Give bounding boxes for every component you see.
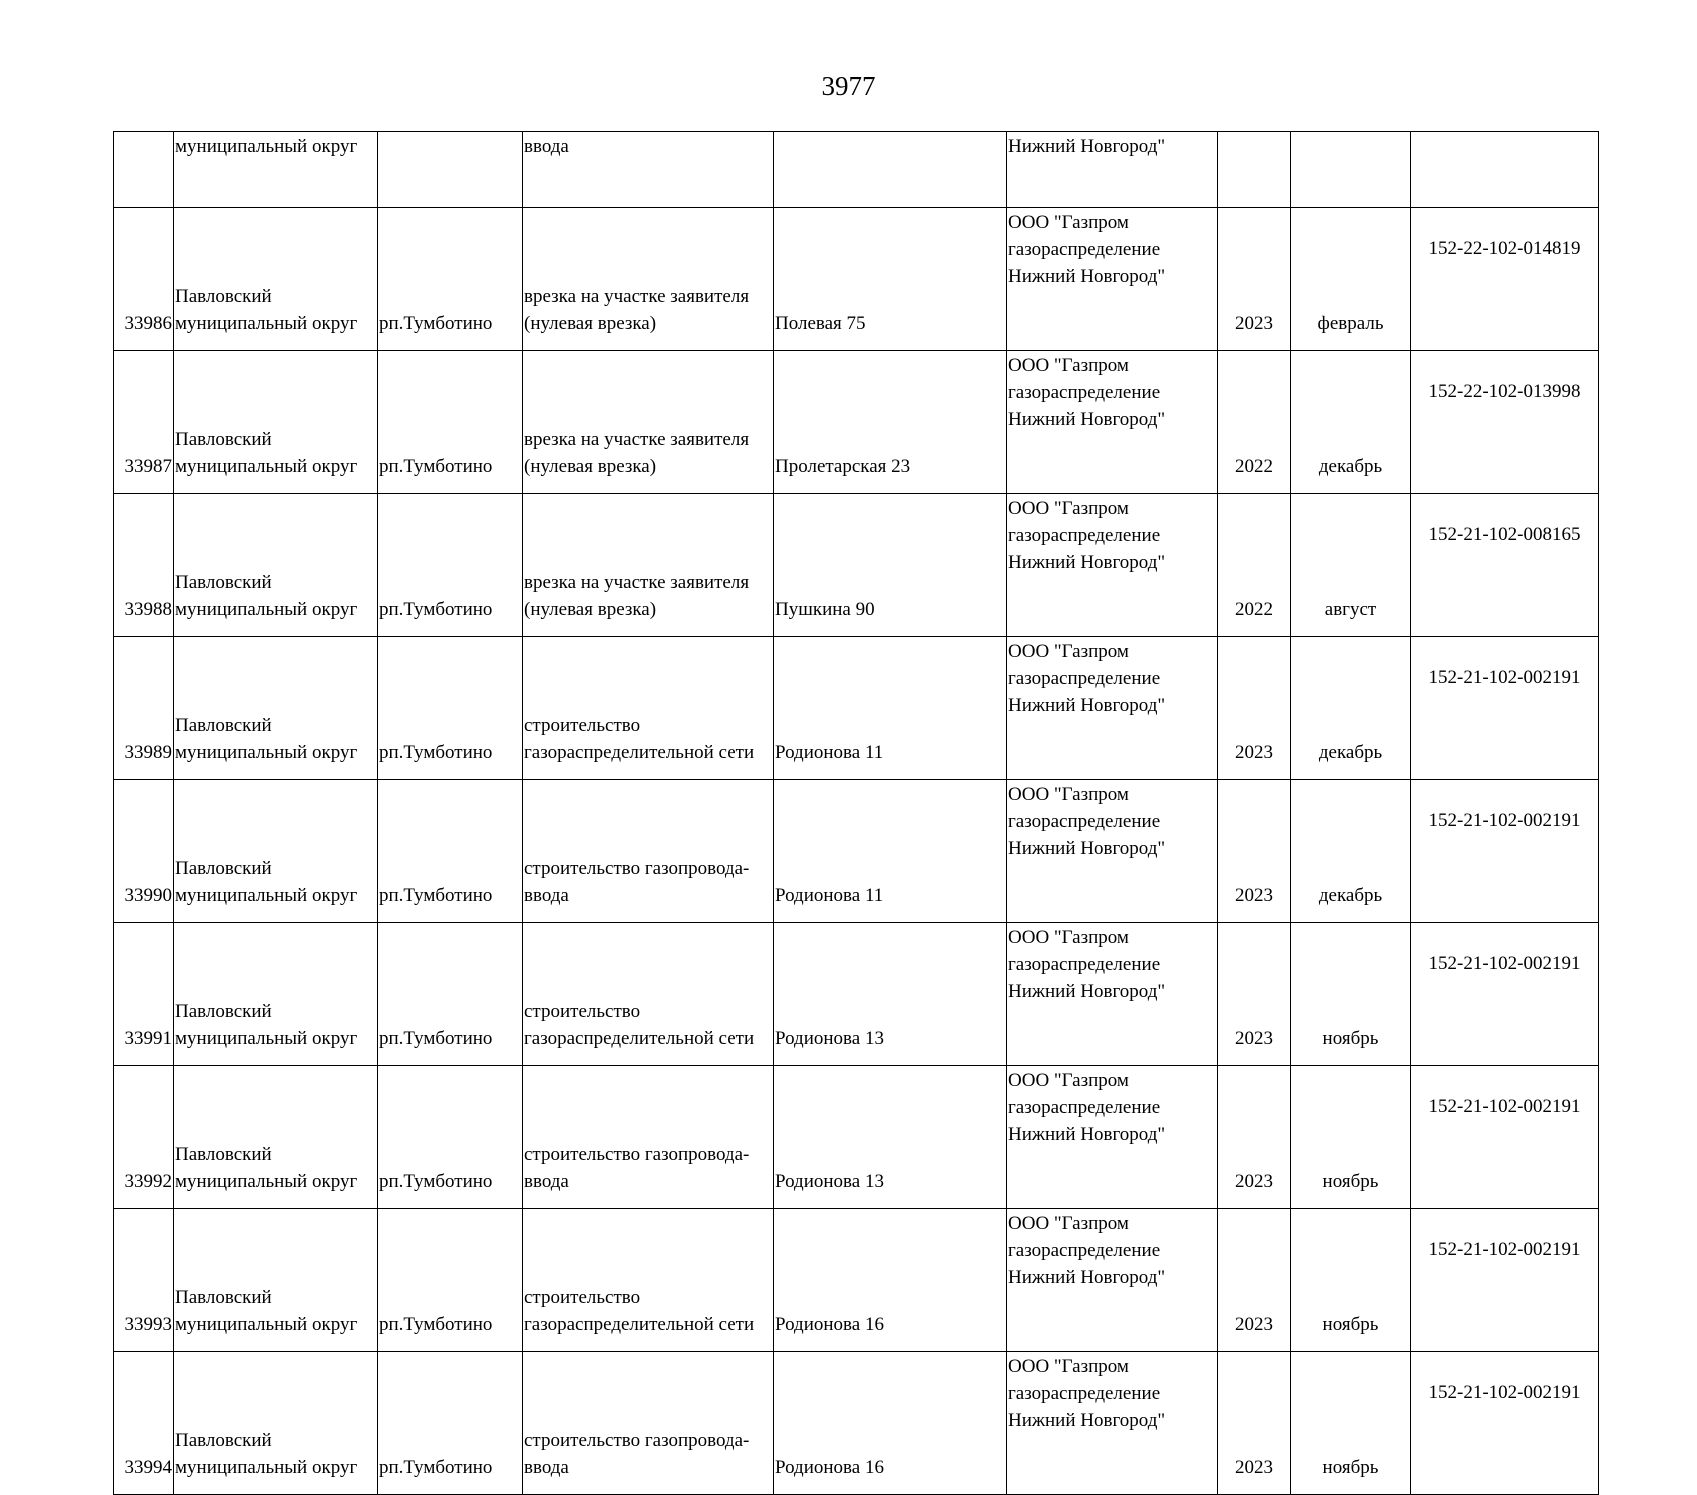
cell-code: 152-21-102-002191 (1411, 1209, 1599, 1352)
organization-line: Нижний Новгород" (1008, 695, 1166, 716)
work-type-line: (нулевая врезка) (524, 313, 657, 334)
cell-year: 2022 (1218, 494, 1291, 637)
cell-work-type (523, 494, 774, 637)
cell-work-type (523, 780, 774, 923)
cell-year: 2023 (1218, 1209, 1291, 1352)
district-line: муниципальный округ (175, 742, 358, 763)
table-row (114, 1352, 1599, 1495)
work-type-line: газораспределительной сети (524, 1314, 755, 1335)
organization-line: газораспределение (1008, 239, 1161, 260)
cell-work-type (523, 1209, 774, 1352)
cell-month: ноябрь (1291, 923, 1411, 1066)
table-row (114, 1209, 1599, 1352)
cell-district (174, 1209, 378, 1352)
cell-month: ноябрь (1291, 1066, 1411, 1209)
organization-line: ООО "Газпром (1008, 498, 1129, 519)
cell-code: 152-21-102-002191 (1411, 923, 1599, 1066)
cell-month: февраль (1291, 208, 1411, 351)
organization-line: Нижний Новгород" (1008, 981, 1166, 1002)
work-type-line: газораспределительной сети (524, 742, 755, 763)
cell-month: декабрь (1291, 351, 1411, 494)
cell-month: декабрь (1291, 637, 1411, 780)
work-type-line: строительство газопровода- (524, 1144, 750, 1165)
district-line: муниципальный округ (175, 1314, 358, 1335)
district-line: муниципальный округ (175, 313, 358, 334)
cell-number: 33989 (114, 637, 174, 780)
cell-organization: Нижний Новгород" (1007, 132, 1218, 208)
table-row (114, 923, 1599, 1066)
cell-code: 152-21-102-008165 (1411, 494, 1599, 637)
work-type-line: ввода (524, 1457, 569, 1478)
cell-organization (1007, 208, 1218, 351)
organization-line: ООО "Газпром (1008, 1213, 1129, 1234)
cell-organization (1007, 923, 1218, 1066)
work-type-line: (нулевая врезка) (524, 456, 657, 477)
work-type-line: строительство (524, 1287, 641, 1308)
district-line: муниципальный округ (175, 1028, 358, 1049)
cell-district (174, 637, 378, 780)
organization-line: ООО "Газпром (1008, 1070, 1129, 1091)
district-line: Павловский (175, 1001, 272, 1022)
work-type-line: газораспределительной сети (524, 1028, 755, 1049)
cell-work-type (523, 208, 774, 351)
cell-month: декабрь (1291, 780, 1411, 923)
cell-code: 152-21-102-002191 (1411, 637, 1599, 780)
organization-line: ООО "Газпром (1008, 927, 1129, 948)
table-row (114, 494, 1599, 637)
cell-settlement: рп.Тумботино (378, 1066, 523, 1209)
cell-code: 152-21-102-002191 (1411, 780, 1599, 923)
cell-number: 33991 (114, 923, 174, 1066)
cell-code: 152-21-102-002191 (1411, 1352, 1599, 1495)
cell-number: 33987 (114, 351, 174, 494)
table-row (114, 208, 1599, 351)
organization-line: ООО "Газпром (1008, 784, 1129, 805)
organization-line: газораспределение (1008, 382, 1161, 403)
organization-line: Нижний Новгород" (1008, 838, 1166, 859)
cell-address: Родионова 13 (774, 923, 1007, 1066)
district-line: Павловский (175, 286, 272, 307)
organization-line: ООО "Газпром (1008, 641, 1129, 662)
organization-line: газораспределение (1008, 1383, 1161, 1404)
district-line: муниципальный округ (175, 456, 358, 477)
cell-year: 2022 (1218, 351, 1291, 494)
organization-line: газораспределение (1008, 668, 1161, 689)
cell-district (174, 208, 378, 351)
cell-month (1291, 132, 1411, 208)
page-number: 3977 (821, 71, 876, 101)
cell-year (1218, 132, 1291, 208)
cell-address: Родионова 16 (774, 1352, 1007, 1495)
district-line: Павловский (175, 858, 272, 879)
cell-work-type (523, 1066, 774, 1209)
cell-code: 152-21-102-002191 (1411, 1066, 1599, 1209)
cell-settlement: рп.Тумботино (378, 923, 523, 1066)
cell-organization (1007, 351, 1218, 494)
cell-district (174, 923, 378, 1066)
district-line: Павловский (175, 1430, 272, 1451)
organization-line: Нижний Новгород" (1008, 266, 1166, 287)
registry-table (113, 131, 1599, 1495)
cell-address: Полевая 75 (774, 208, 1007, 351)
district-line: Павловский (175, 572, 272, 593)
cell-number: 33993 (114, 1209, 174, 1352)
district-line: муниципальный округ (175, 1171, 358, 1192)
cell-district (174, 494, 378, 637)
cell-settlement: рп.Тумботино (378, 1352, 523, 1495)
cell-settlement: рп.Тумботино (378, 208, 523, 351)
cell-settlement: рп.Тумботино (378, 1209, 523, 1352)
cell-address: Пушкина 90 (774, 494, 1007, 637)
cell-number: 33994 (114, 1352, 174, 1495)
cell-number: 33992 (114, 1066, 174, 1209)
district-line: Павловский (175, 429, 272, 450)
organization-line: Нижний Новгород" (1008, 1410, 1166, 1431)
work-type-line: строительство газопровода- (524, 1430, 750, 1451)
district-line: муниципальный округ (175, 599, 358, 620)
table-row (114, 637, 1599, 780)
work-type-line: (нулевая врезка) (524, 599, 657, 620)
cell-organization (1007, 1066, 1218, 1209)
work-type-line: врезка на участке заявителя (524, 429, 750, 450)
cell-organization (1007, 637, 1218, 780)
organization-line: Нижний Новгород" (1008, 409, 1166, 430)
cell-number (114, 132, 174, 208)
cell-organization (1007, 494, 1218, 637)
cell-address: Родионова 11 (774, 637, 1007, 780)
cell-district (174, 780, 378, 923)
district-line: Павловский (175, 1287, 272, 1308)
work-type-line: врезка на участке заявителя (524, 286, 750, 307)
cell-organization (1007, 1352, 1218, 1495)
cell-year: 2023 (1218, 923, 1291, 1066)
cell-number: 33990 (114, 780, 174, 923)
work-type-line: строительство (524, 715, 641, 736)
work-type-line: ввода (524, 885, 569, 906)
organization-line: ООО "Газпром (1008, 212, 1129, 233)
cell-year: 2023 (1218, 1352, 1291, 1495)
cell-number: 33988 (114, 494, 174, 637)
work-type-line: ввода (524, 1171, 569, 1192)
table-row (114, 1066, 1599, 1209)
cell-month: август (1291, 494, 1411, 637)
organization-line: Нижний Новгород" (1008, 552, 1166, 573)
table-row-continuation (114, 132, 1599, 208)
cell-year: 2023 (1218, 637, 1291, 780)
cell-district (174, 1352, 378, 1495)
cell-year: 2023 (1218, 208, 1291, 351)
cell-code: 152-22-102-014819 (1411, 208, 1599, 351)
cell-year: 2023 (1218, 780, 1291, 923)
organization-line: Нижний Новгород" (1008, 1124, 1166, 1145)
cell-address: Родионова 11 (774, 780, 1007, 923)
cell-work-type (523, 1352, 774, 1495)
table-row (114, 351, 1599, 494)
cell-code: 152-22-102-013998 (1411, 351, 1599, 494)
cell-work-type (523, 923, 774, 1066)
cell-district: муниципальный округ (174, 132, 378, 208)
cell-organization (1007, 780, 1218, 923)
cell-settlement: рп.Тумботино (378, 637, 523, 780)
cell-settlement: рп.Тумботино (378, 351, 523, 494)
cell-year: 2023 (1218, 1066, 1291, 1209)
cell-month: ноябрь (1291, 1209, 1411, 1352)
cell-address: Родионова 13 (774, 1066, 1007, 1209)
cell-number: 33986 (114, 208, 174, 351)
work-type-line: врезка на участке заявителя (524, 572, 750, 593)
organization-line: ООО "Газпром (1008, 355, 1129, 376)
organization-line: Нижний Новгород" (1008, 1267, 1166, 1288)
cell-settlement (378, 132, 523, 208)
cell-address: Пролетарская 23 (774, 351, 1007, 494)
organization-line: газораспределение (1008, 1097, 1161, 1118)
cell-month: ноябрь (1291, 1352, 1411, 1495)
district-line: Павловский (175, 1144, 272, 1165)
organization-line: газораспределение (1008, 811, 1161, 832)
cell-work-type (523, 637, 774, 780)
cell-address (774, 132, 1007, 208)
district-line: Павловский (175, 715, 272, 736)
cell-code (1411, 132, 1599, 208)
organization-line: газораспределение (1008, 1240, 1161, 1261)
cell-address: Родионова 16 (774, 1209, 1007, 1352)
cell-work-type: ввода (523, 132, 774, 208)
cell-district (174, 1066, 378, 1209)
cell-district (174, 351, 378, 494)
cell-settlement: рп.Тумботино (378, 494, 523, 637)
district-line: муниципальный округ (175, 885, 358, 906)
organization-line: газораспределение (1008, 525, 1161, 546)
organization-line: газораспределение (1008, 954, 1161, 975)
organization-line: ООО "Газпром (1008, 1356, 1129, 1377)
work-type-line: строительство газопровода- (524, 858, 750, 879)
cell-settlement: рп.Тумботино (378, 780, 523, 923)
cell-organization (1007, 1209, 1218, 1352)
work-type-line: строительство (524, 1001, 641, 1022)
cell-work-type (523, 351, 774, 494)
district-line: муниципальный округ (175, 1457, 358, 1478)
table-row (114, 780, 1599, 923)
